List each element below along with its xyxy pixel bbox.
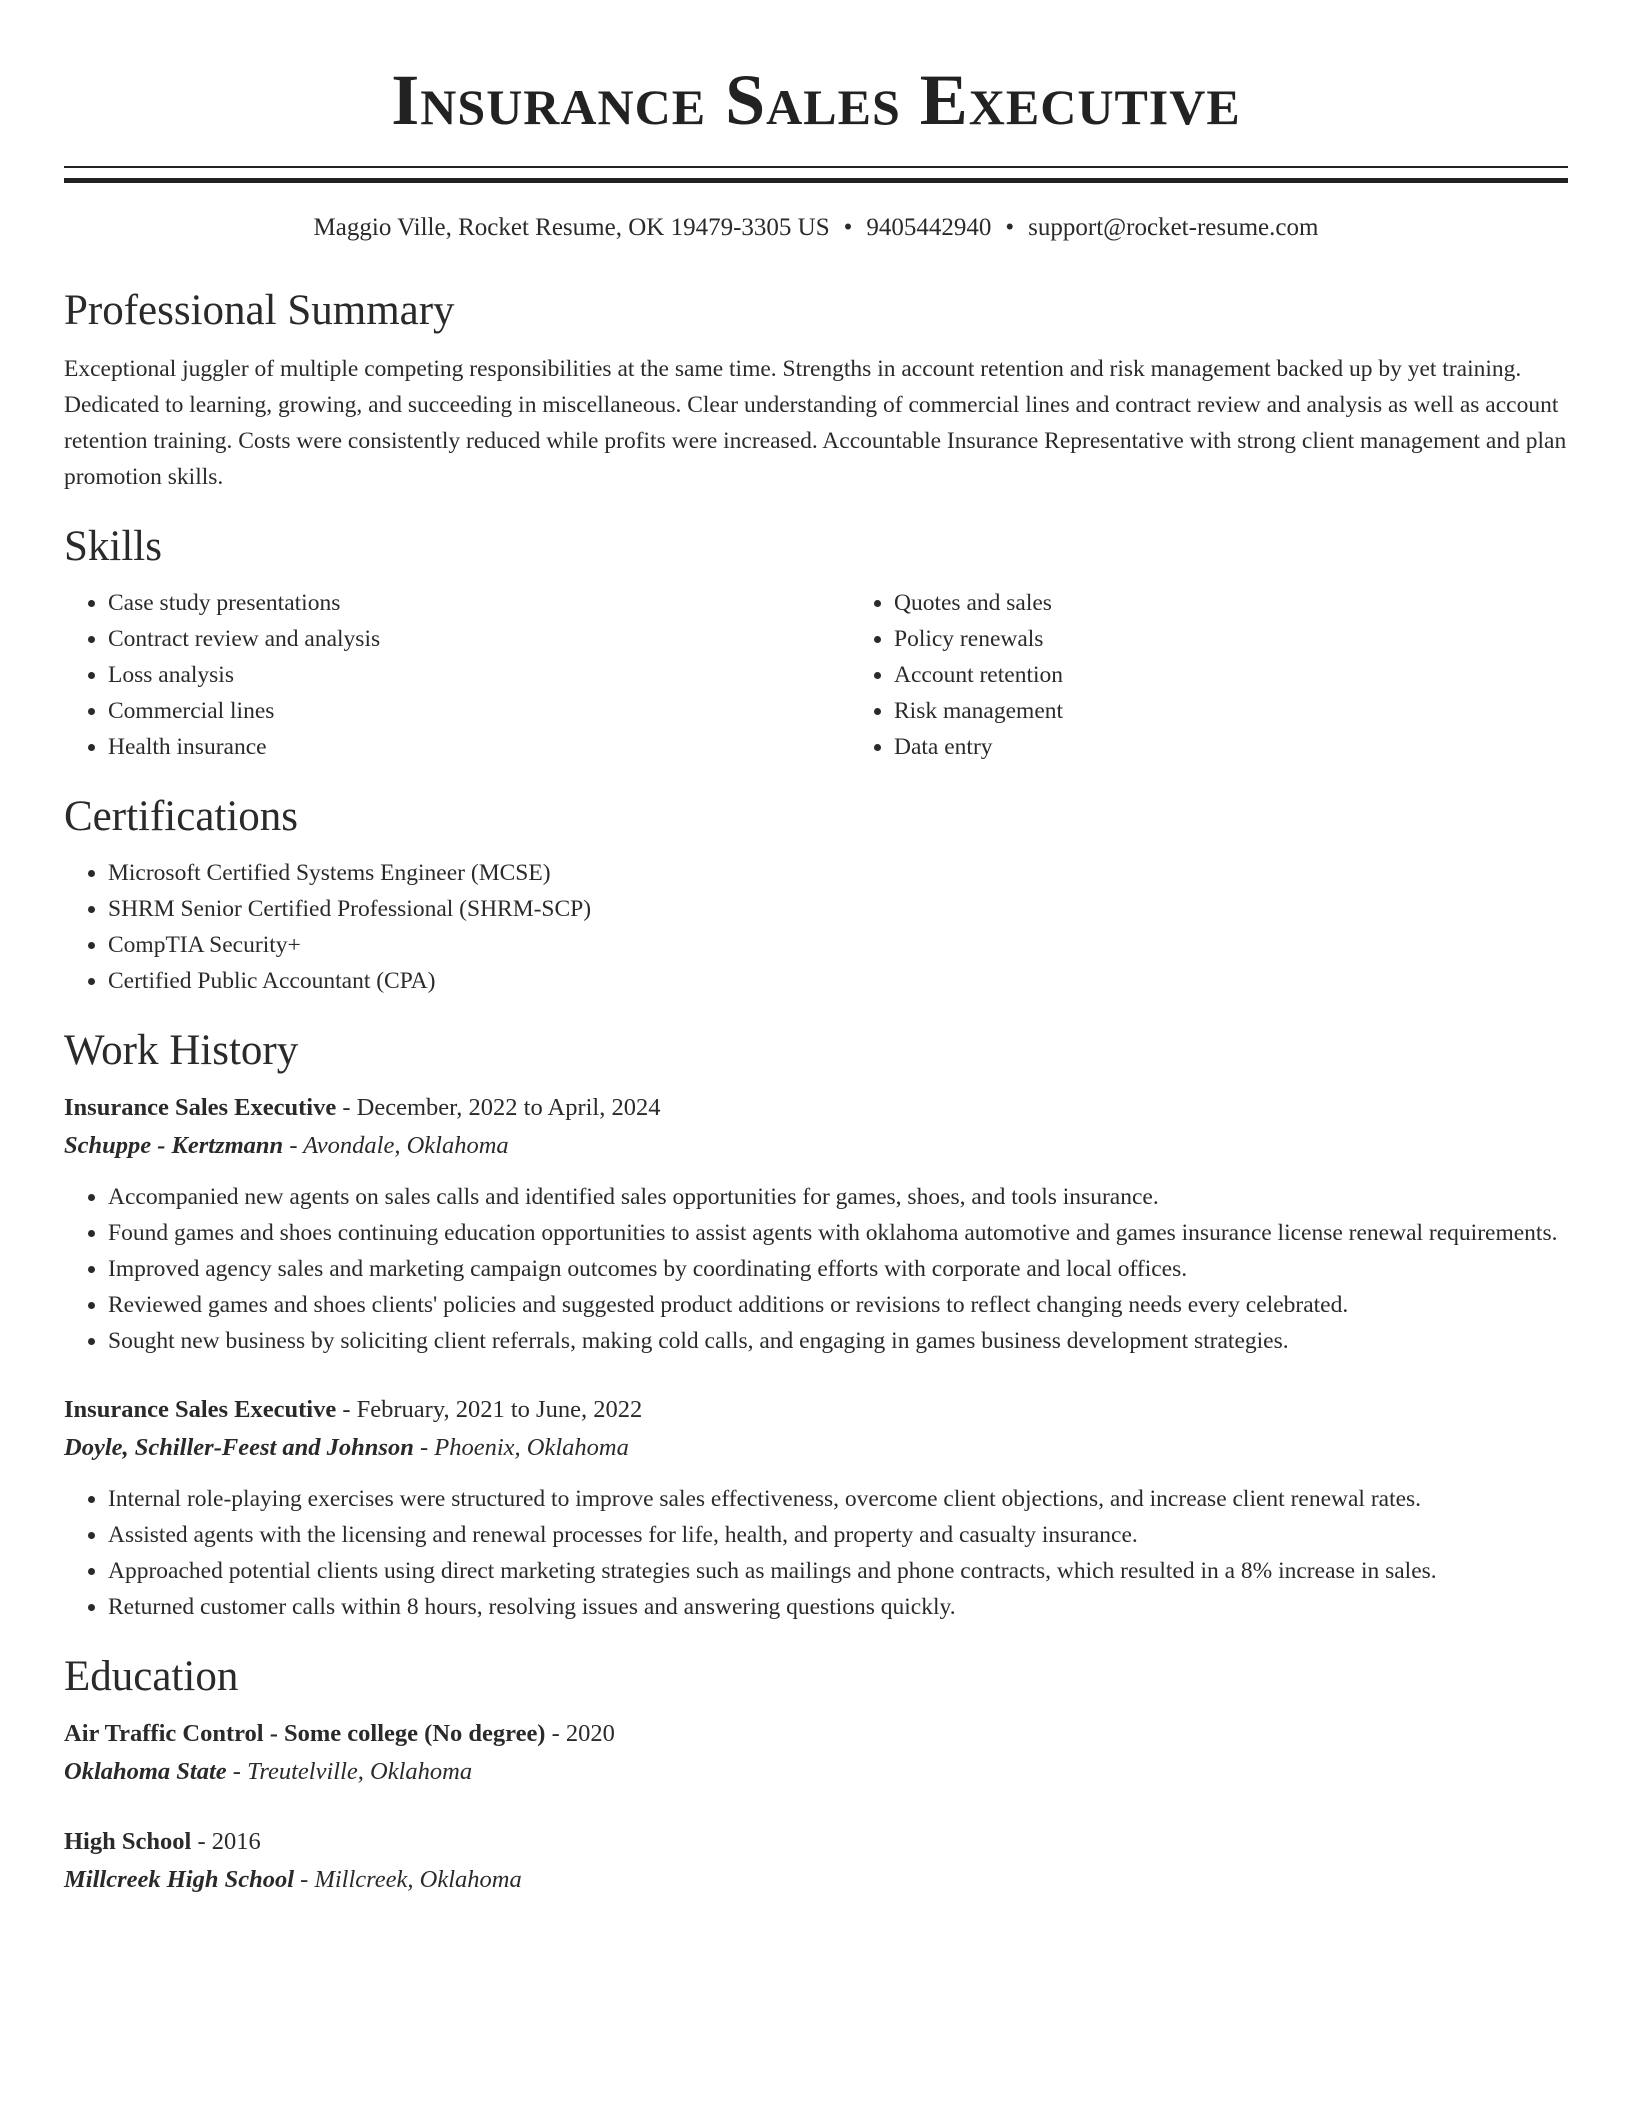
skills-list-left [64,585,850,765]
job-entry [64,1089,1568,1359]
education-degree: Air Traffic Control - Some college (No degree) [64,1720,546,1747]
certifications-section [64,791,1568,999]
skill-item: • Risk management [894,693,1632,729]
certification-item: • SHRM Senior Certified Professional (SHRM-SCP) [108,891,1568,927]
certification-item: • Microsoft Certified Systems Engineer (MCSE) [108,855,1568,891]
job-bullet: • Reviewed games and shoes clients' policies and suggested product additions or revisions to reflect changing needs every celebrated. [108,1287,1568,1323]
contact-separator: • [843,214,853,241]
job-location: - Avondale, Oklahoma [283,1132,509,1159]
job-employer [64,1127,1568,1165]
job-company: Doyle, Schiller-Feest and Johnson [64,1434,414,1461]
skill-item: • Contract review and analysis [108,621,850,657]
job-bullets [64,1179,1568,1359]
skill-item: • Loss analysis [108,657,850,693]
education-entry [64,1715,1568,1791]
education-entry [64,1823,1568,1899]
job-company: Schuppe - Kertzmann [64,1132,284,1159]
job-location: - Phoenix, Oklahoma [413,1434,629,1461]
summary-section [64,285,1568,495]
education-header [64,1823,1568,1861]
job-bullet: • Approached potential clients using direct marketing strategies such as mailings and phone contracts, which resulted in a 8% increase in sales. [108,1553,1568,1589]
job-bullet: • Accompanied new agents on sales calls and identified sales opportunities for games, shoes, and tools insurance. [108,1179,1568,1215]
contact-line [64,211,1568,245]
job-title: Insurance Sales Executive [64,1396,337,1423]
skills-heading: Skills [64,523,162,570]
education-school-line [64,1861,1568,1899]
education-school-line [64,1753,1568,1791]
contact-phone: 9405442940 [866,214,992,241]
certifications-heading: Certifications [64,793,299,840]
job-header [64,1089,1568,1127]
contact-separator: • [1005,214,1015,241]
job-dates: - December, 2022 to April, 2024 [336,1094,661,1121]
skill-item: • Quotes and sales [894,585,1632,621]
summary-heading: Professional Summary [64,287,455,334]
work-history-heading: Work History [64,1027,299,1074]
contact-email: support@rocket-resume.com [1028,214,1319,241]
education-year: - 2016 [191,1828,261,1855]
education-heading: Education [64,1653,239,1700]
job-bullet: • Found games and shoes continuing education opportunities to assist agents with oklahoma automotive and games insurance license renewal requirements. [108,1215,1568,1251]
skill-item: • Policy renewals [894,621,1632,657]
job-header [64,1391,1568,1429]
resume-title: Insurance Sales Executive [391,60,1241,140]
job-bullet: • Returned customer calls within 8 hours, resolving issues and answering questions quickly. [108,1589,1568,1625]
education-degree: High School [64,1828,192,1855]
job-employer [64,1429,1568,1467]
education-year: - 2020 [545,1720,615,1747]
job-bullet: • Internal role-playing exercises were structured to improve sales effectiveness, overcome client objections, and increase client renewal rates. [108,1481,1568,1517]
job-bullet: • Assisted agents with the licensing and renewal processes for life, health, and property and casualty insurance. [108,1517,1568,1553]
summary-text: Exceptional juggler of multiple competing responsibilities at the same time. Strengths in account retention and risk management backed up by yet training. Dedicated to learning, growing, and succeeding in miscellaneous. Clear understanding of commercial lines and contract review and analysis as well as account retention training. Costs were consistently reduced while profits were increased. Accountable Insurance Representative with strong client management and plan promotion skills. [64,356,1567,490]
education-school: Oklahoma State [64,1758,227,1785]
certification-item: • Certified Public Accountant (CPA) [108,963,1568,999]
title-divider [64,166,1568,183]
job-bullets [64,1481,1568,1625]
skill-item: • Data entry [894,729,1632,765]
skill-item: • Account retention [894,657,1632,693]
certification-item: • CompTIA Security+ [108,927,1568,963]
education-section [64,1651,1568,1899]
job-bullet: • Improved agency sales and marketing campaign outcomes by coordinating efforts with corporate and local offices. [108,1251,1568,1287]
skill-item: • Commercial lines [108,693,850,729]
certifications-list [64,855,1568,999]
contact-address: Maggio Ville, Rocket Resume, OK 19479-3305 US [313,214,830,241]
skill-item: • Case study presentations [108,585,850,621]
education-school: Millcreek High School [64,1866,295,1893]
education-location: - Millcreek, Oklahoma [294,1866,522,1893]
education-location: - Treutelville, Oklahoma [226,1758,473,1785]
job-bullet: • Sought new business by soliciting client referrals, making cold calls, and engaging in games business development strategies. [108,1323,1568,1359]
education-header [64,1715,1568,1753]
skills-list-right [850,585,1632,765]
job-title: Insurance Sales Executive [64,1094,337,1121]
job-entry [64,1391,1568,1625]
work-history-section [64,1025,1568,1625]
skill-item: • Health insurance [108,729,850,765]
job-dates: - February, 2021 to June, 2022 [336,1396,643,1423]
skills-section [64,521,1568,765]
skills-grid [64,585,1568,765]
